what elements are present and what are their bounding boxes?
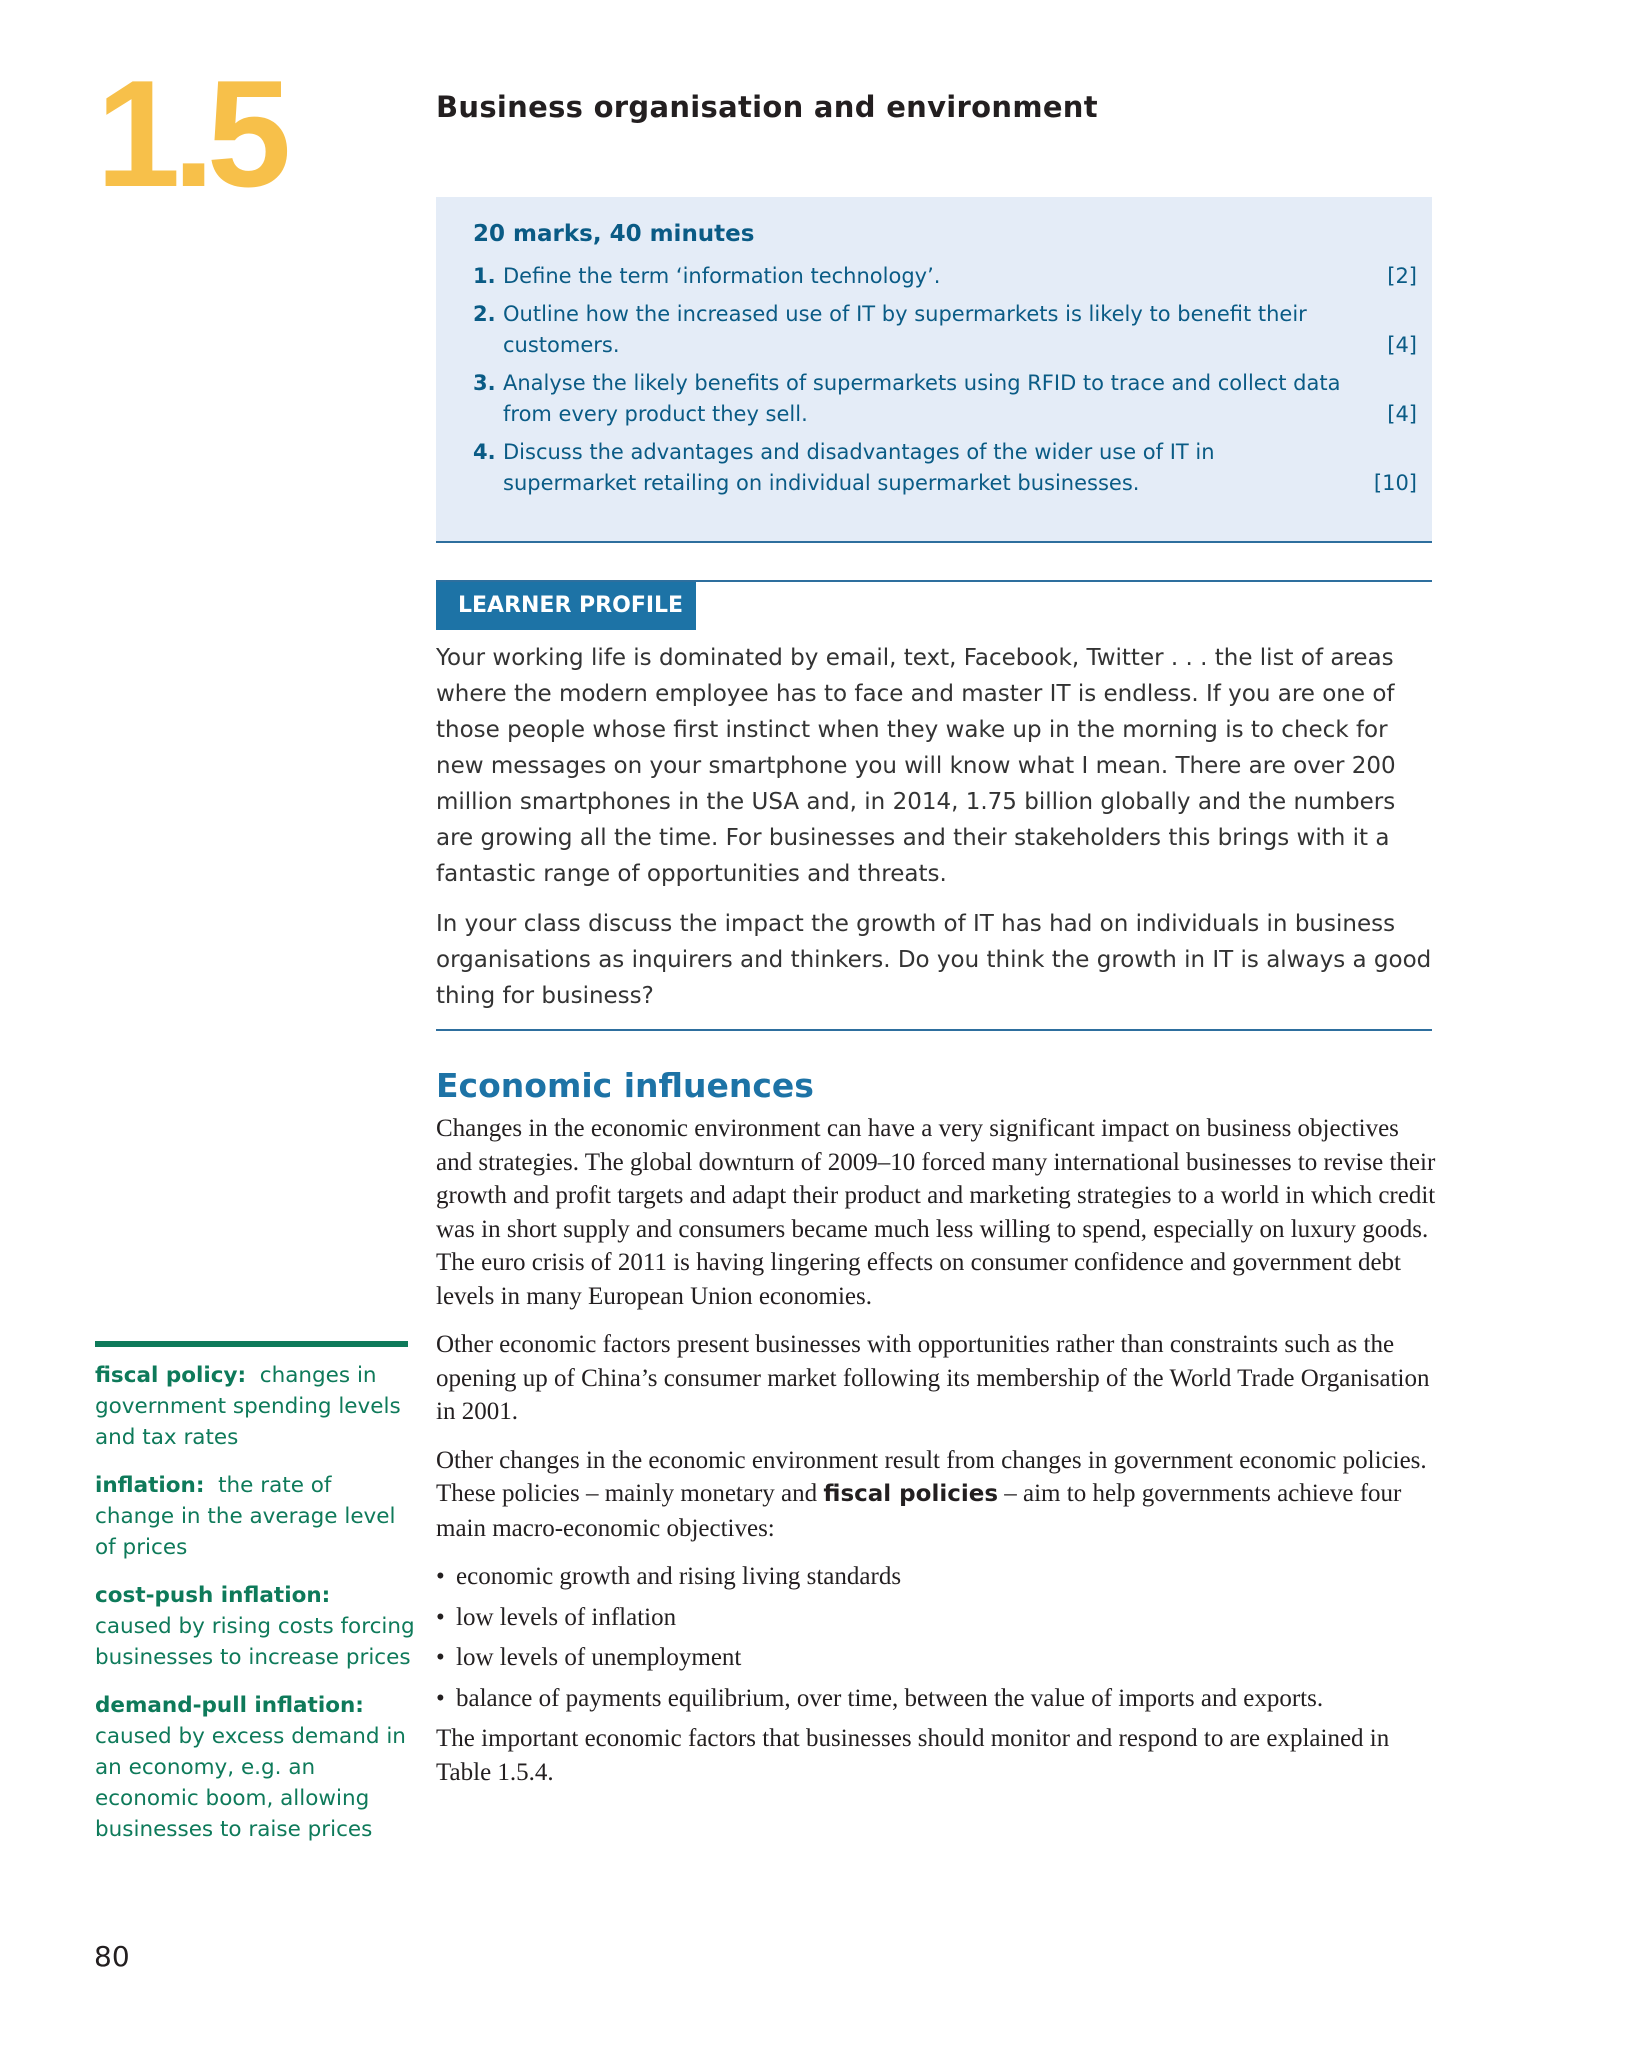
question-number: 3. xyxy=(473,371,496,395)
learner-profile-label: LEARNER PROFILE xyxy=(436,582,696,630)
question-marks: [4] xyxy=(1387,333,1417,357)
glossary-term: inflation: xyxy=(95,1473,205,1498)
learner-profile-bottom-rule xyxy=(436,1029,1432,1031)
glossary-rule xyxy=(95,1341,408,1347)
exam-question xyxy=(473,261,1417,292)
question-marks: [4] xyxy=(1387,402,1417,426)
body-paragraph: Changes in the economic environment can have a very significant impact on business objectives and strategies. The global downturn of 2009–10 forced many international businesses to revise their growth and profit targets and adapt their product and marketing strategies to a world in which credit was in short supply and consumers became much less willing to spend, especially on luxury goods. The euro crisis of 2011 is having lingering effects on consumer confidence and government debt levels in many European Union economies. xyxy=(436,1115,1436,1310)
list-item: • economic growth and rising living standards xyxy=(436,1560,1436,1594)
question-text: Discuss the advantages and disadvantages of the wider use of IT in supermarket retailing on individual supermarket businesses. xyxy=(503,440,1215,495)
learner-profile-body xyxy=(436,640,1432,1028)
glossary-term: cost-push inflation: xyxy=(95,1583,331,1608)
body-text: Other changes in the economic environment result from changes in government economic policies. These policies – mainly monetary and xyxy=(436,1446,1427,1507)
list-item: • low levels of unemployment xyxy=(436,1641,1436,1675)
glossary-definition: the rate of change in the average level of prices xyxy=(95,1473,396,1560)
objectives-list xyxy=(436,1560,1436,1715)
glossary-entry xyxy=(95,1690,417,1845)
exam-question xyxy=(473,299,1417,361)
section-heading: Economic influences xyxy=(436,1066,814,1105)
exam-question xyxy=(473,368,1417,430)
exam-title: 20 marks, 40 minutes xyxy=(473,221,755,247)
body-text: – aim to help governments achieve four main macro-economic objectives: xyxy=(436,1480,1402,1542)
glossary-sidebar xyxy=(95,1360,417,1862)
question-text: Analyse the likely benefits of supermarkets using RFID to trace and collect data from every product they sell. xyxy=(503,371,1341,426)
question-number: 2. xyxy=(473,302,496,326)
question-marks: [10] xyxy=(1373,471,1417,495)
question-text: Outline how the increased use of IT by supermarkets is likely to benefit their customers. xyxy=(503,302,1307,357)
glossary-entry xyxy=(95,1470,417,1563)
glossary-term: demand-pull inflation: xyxy=(95,1693,364,1718)
question-number: 1. xyxy=(473,264,496,288)
learner-profile-paragraph: Your working life is dominated by email, text, Facebook, Twitter . . . the list of areas where the modern employee has to face and master IT is endless. If you are one of those people whose first instinct when they wake up in the morning is to check for new messages on your smartphone you will know what I mean. There are over 200 million smartphones in the USA and, in 2014, 1.75 billion globally and the numbers are growing all the time. For businesses and their stakeholders this brings with it a fantastic range of opportunities and threats. xyxy=(436,645,1396,887)
list-item: • balance of payments equilibrium, over time, between the value of imports and exports. xyxy=(436,1682,1436,1716)
list-item: • low levels of inflation xyxy=(436,1601,1436,1635)
glossary-definition: caused by rising costs forcing businesses to increase prices xyxy=(95,1614,415,1670)
question-marks: [2] xyxy=(1387,264,1417,288)
learner-profile-paragraph: In your class discuss the impact the growth of IT has had on individuals in business organisations as inquirers and thinkers. Do you think the growth in IT is always a good thing for business? xyxy=(436,911,1432,1009)
glossary-entry xyxy=(95,1360,417,1453)
body-paragraph xyxy=(436,1444,1436,1546)
key-term-fiscal-policies: fiscal policies xyxy=(823,1481,999,1507)
glossary-entry xyxy=(95,1580,417,1673)
chapter-number: 1.5 xyxy=(96,49,284,219)
question-number: 4. xyxy=(473,440,496,464)
body-paragraph: Other economic factors present businesses with opportunities rather than constraints such as the opening up of China’s consumer market following its membership of the World Trade Organisation in 2001. xyxy=(436,1331,1430,1425)
glossary-definition: changes in government spending levels and tax rates xyxy=(95,1363,401,1450)
running-head: Business organisation and environment xyxy=(436,90,1098,124)
body-paragraph: The important economic factors that businesses should monitor and respond to are explained in Table 1.5.4. xyxy=(436,1725,1390,1786)
main-body-text xyxy=(436,1112,1436,1804)
glossary-term: fiscal policy: xyxy=(95,1363,247,1388)
exam-questions-box xyxy=(436,197,1432,543)
glossary-definition: caused by excess demand in an economy, e.g. an economic boom, allowing businesses to raise prices xyxy=(95,1724,406,1842)
question-text: Define the term ‘information technology’. xyxy=(503,264,941,288)
exam-question xyxy=(473,437,1417,499)
page-number: 80 xyxy=(94,1940,130,1973)
